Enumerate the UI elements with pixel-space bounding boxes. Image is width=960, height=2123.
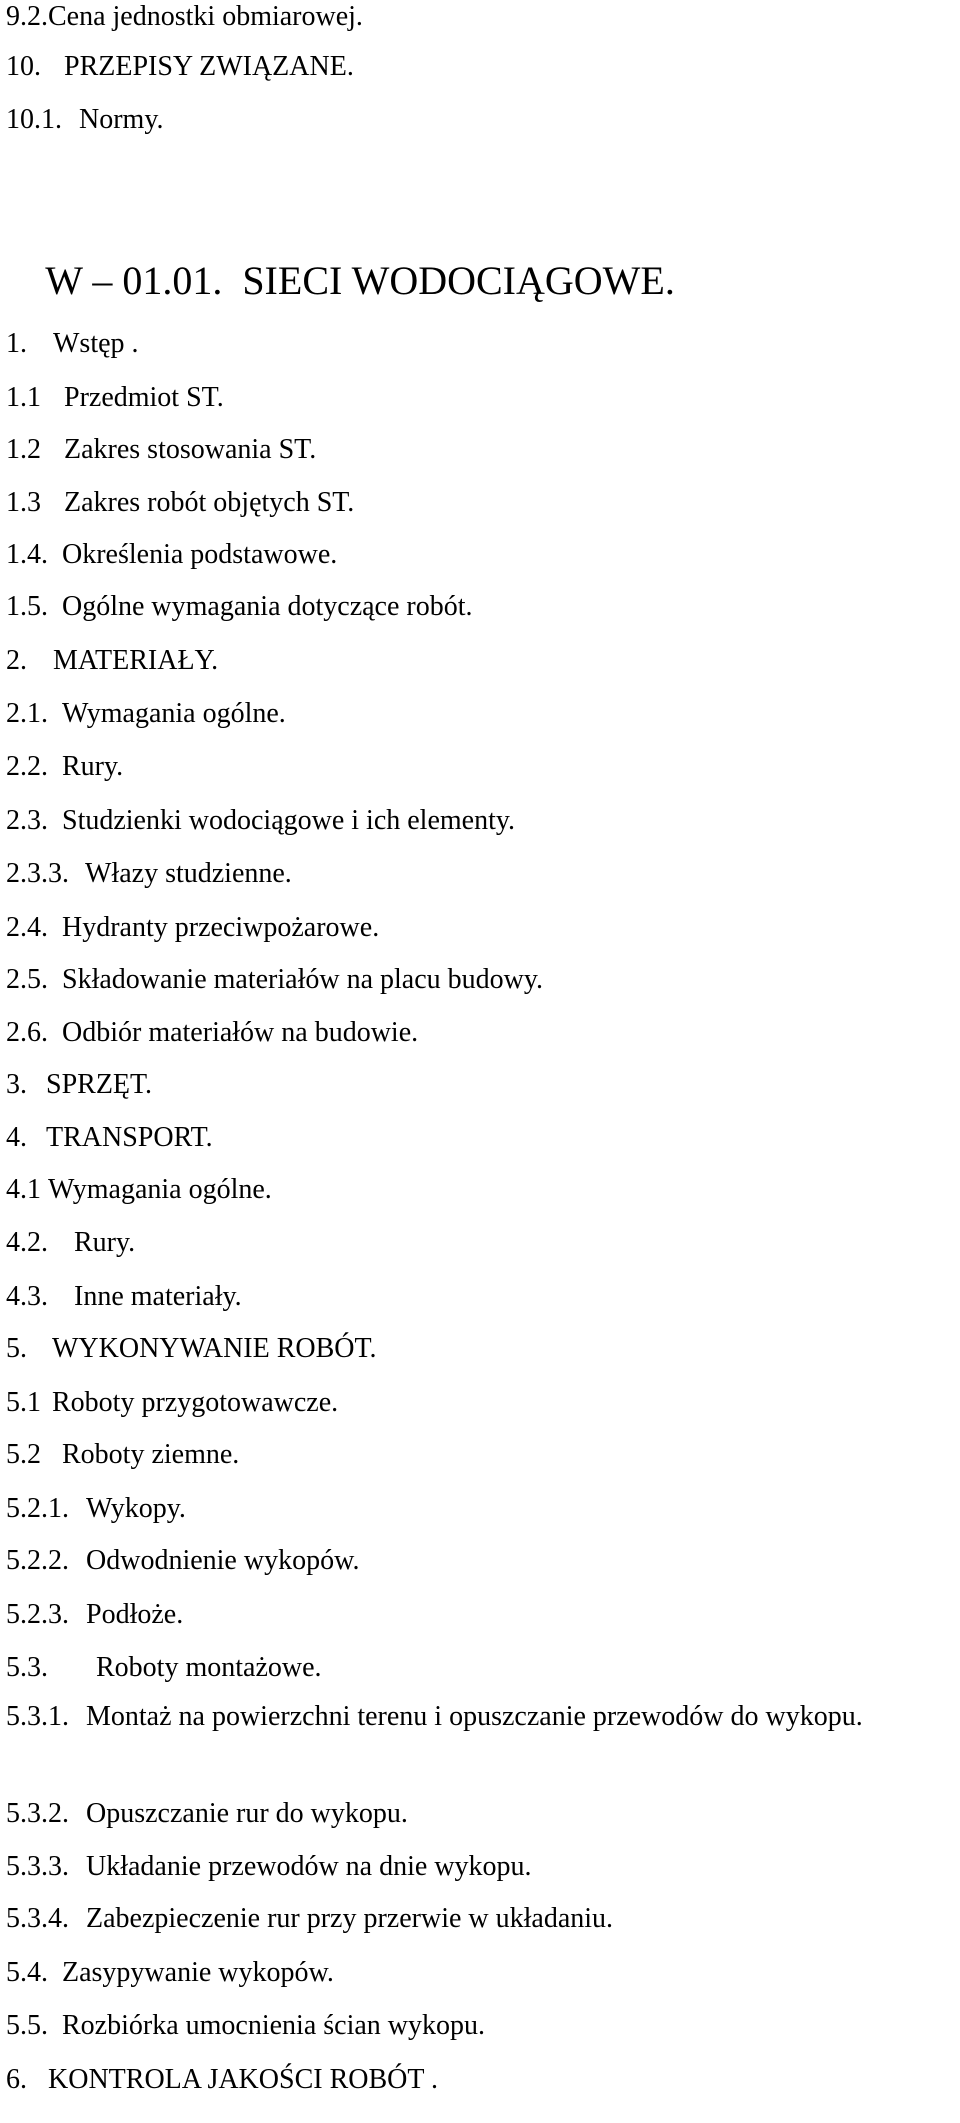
section-title: Ogólne wymagania dotyczące robót. [62, 591, 473, 622]
section-title: Hydranty przeciwpożarowe. [62, 912, 380, 943]
section-number: 1.2 [6, 434, 41, 465]
toc-line [6, 1544, 359, 1578]
toc-line [6, 1332, 377, 1366]
toc-line [6, 327, 139, 361]
section-number: 2. [6, 645, 27, 676]
section-title: Zakres robót objętych ST. [64, 487, 355, 518]
section-number: 2.1. [6, 698, 48, 729]
section-title: Zabezpieczenie rur przy przerwie w układaniu. [86, 1903, 614, 1934]
section-title: Wstęp . [53, 328, 139, 359]
toc-line [6, 697, 286, 731]
section-number: 2.3. [6, 805, 48, 836]
section-number: 3. [6, 1069, 27, 1100]
section-number: 4.1 [6, 1174, 41, 1205]
toc-line [6, 804, 515, 838]
toc-line [6, 911, 379, 945]
toc-line [6, 1173, 272, 1207]
toc-line [6, 1280, 242, 1314]
section-title: Roboty ziemne. [62, 1439, 240, 1470]
section-title: Odbiór materiałów na budowie. [62, 1017, 419, 1048]
section-title: Zasypywanie wykopów. [62, 1957, 334, 1988]
section-number: 9.2. [6, 1, 48, 32]
toc-line [6, 1850, 532, 1884]
section-number: 2.3.3. [6, 858, 69, 889]
section-number: 5. [6, 1333, 27, 1364]
section-title: Wykopy. [86, 1493, 186, 1524]
section-title: Rury. [62, 751, 124, 782]
section-title: WYKONYWANIE ROBÓT. [52, 1333, 377, 1364]
section-number: 5.4. [6, 1957, 48, 1988]
section-title: Odwodnienie wykopów. [86, 1545, 360, 1576]
toc-line [6, 1492, 186, 1526]
section-title: Rozbiórka umocnienia ścian wykopu. [62, 2010, 486, 2041]
section-title: Studzienki wodociągowe i ich elementy. [62, 805, 516, 836]
section-number: 4. [6, 1122, 27, 1153]
section-title: Cena jednostki obmiarowej. [48, 1, 363, 32]
section-number: 6. [6, 2064, 27, 2095]
section-title: Określenia podstawowe. [62, 539, 338, 570]
section-number: 5.3.4. [6, 1903, 69, 1934]
section-number: 10. [6, 51, 41, 82]
section-title: Podłoże. [86, 1599, 184, 1630]
toc-line [6, 963, 543, 997]
section-title: Włazy studzienne. [85, 858, 292, 889]
section-number: 5.3.3. [6, 1851, 69, 1882]
section-number: 2.5. [6, 964, 48, 995]
toc-line [6, 433, 316, 467]
document-heading [6, 212, 675, 303]
section-number: 1.3 [6, 487, 41, 518]
toc-line [6, 857, 292, 891]
toc-line [6, 1068, 152, 1102]
section-number: 5.3. [6, 1652, 48, 1683]
toc-line [6, 381, 224, 415]
section-number: 2.4. [6, 912, 48, 943]
section-title: MATERIAŁY. [53, 645, 219, 676]
section-title: Normy. [79, 104, 164, 135]
toc-line [6, 1696, 951, 1738]
section-number: 5.5. [6, 2010, 48, 2041]
toc-line [6, 0, 363, 34]
toc-line [6, 1902, 613, 1936]
section-number: 1. [6, 328, 27, 359]
section-number: 5.3.2. [6, 1798, 69, 1829]
section-title: KONTROLA JAKOŚCI ROBÓT . [48, 2064, 438, 2095]
section-title: Zakres stosowania ST. [64, 434, 317, 465]
toc-line [6, 1651, 322, 1685]
toc-line [6, 50, 354, 84]
section-title: Rury. [74, 1227, 136, 1258]
section-number: 1.5. [6, 591, 48, 622]
toc-line [6, 538, 337, 572]
section-number: 4.3. [6, 1281, 48, 1312]
section-title: Układanie przewodów na dnie wykopu. [86, 1851, 532, 1882]
toc-line [6, 1386, 338, 1420]
section-number: 2.2. [6, 751, 48, 782]
section-title: Składowanie materiałów na placu budowy. [62, 964, 544, 995]
section-title: TRANSPORT. [46, 1122, 213, 1153]
section-number: 5.3.1. [6, 1701, 69, 1732]
section-number: 5.2.3. [6, 1599, 69, 1630]
toc-line [6, 1438, 239, 1472]
toc-line [6, 1956, 334, 1990]
section-number: 4.2. [6, 1227, 48, 1258]
toc-line [6, 486, 354, 520]
section-title: Opuszczanie rur do wykopu. [86, 1798, 408, 1829]
section-title: Wymagania ogólne. [48, 1174, 272, 1205]
toc-line [6, 1598, 183, 1632]
toc-line [6, 2009, 485, 2043]
section-number: 2.6. [6, 1017, 48, 1048]
toc-line [6, 644, 218, 678]
section-title: Przedmiot ST. [64, 382, 224, 413]
toc-line [6, 103, 164, 137]
toc-line [6, 1226, 135, 1260]
section-number: 1.1 [6, 382, 41, 413]
section-number: 5.2.1. [6, 1493, 69, 1524]
heading-text: W – 01.01. SIECI WODOCIĄGOWE. [45, 258, 675, 303]
section-number: 5.2 [6, 1439, 41, 1470]
toc-line [6, 2063, 438, 2097]
section-title: Roboty przygotowawcze. [52, 1387, 339, 1418]
section-number: 10.1. [6, 104, 62, 135]
toc-line [6, 1016, 418, 1050]
toc-line [6, 1797, 408, 1831]
section-title: SPRZĘT. [46, 1069, 153, 1100]
toc-line [6, 750, 123, 784]
section-title: Montaż na powierzchni terenu i opuszczanie przewodów do wykopu. [86, 1701, 863, 1732]
section-number: 5.2.2. [6, 1545, 69, 1576]
toc-line [6, 590, 473, 624]
section-title: Inne materiały. [74, 1281, 242, 1312]
section-number: 1.4. [6, 539, 48, 570]
section-title: Roboty montażowe. [96, 1652, 322, 1683]
section-title: PRZEPISY ZWIĄZANE. [64, 51, 354, 82]
section-number: 5.1 [6, 1387, 41, 1418]
section-title: Wymagania ogólne. [62, 698, 286, 729]
toc-line [6, 1121, 213, 1155]
